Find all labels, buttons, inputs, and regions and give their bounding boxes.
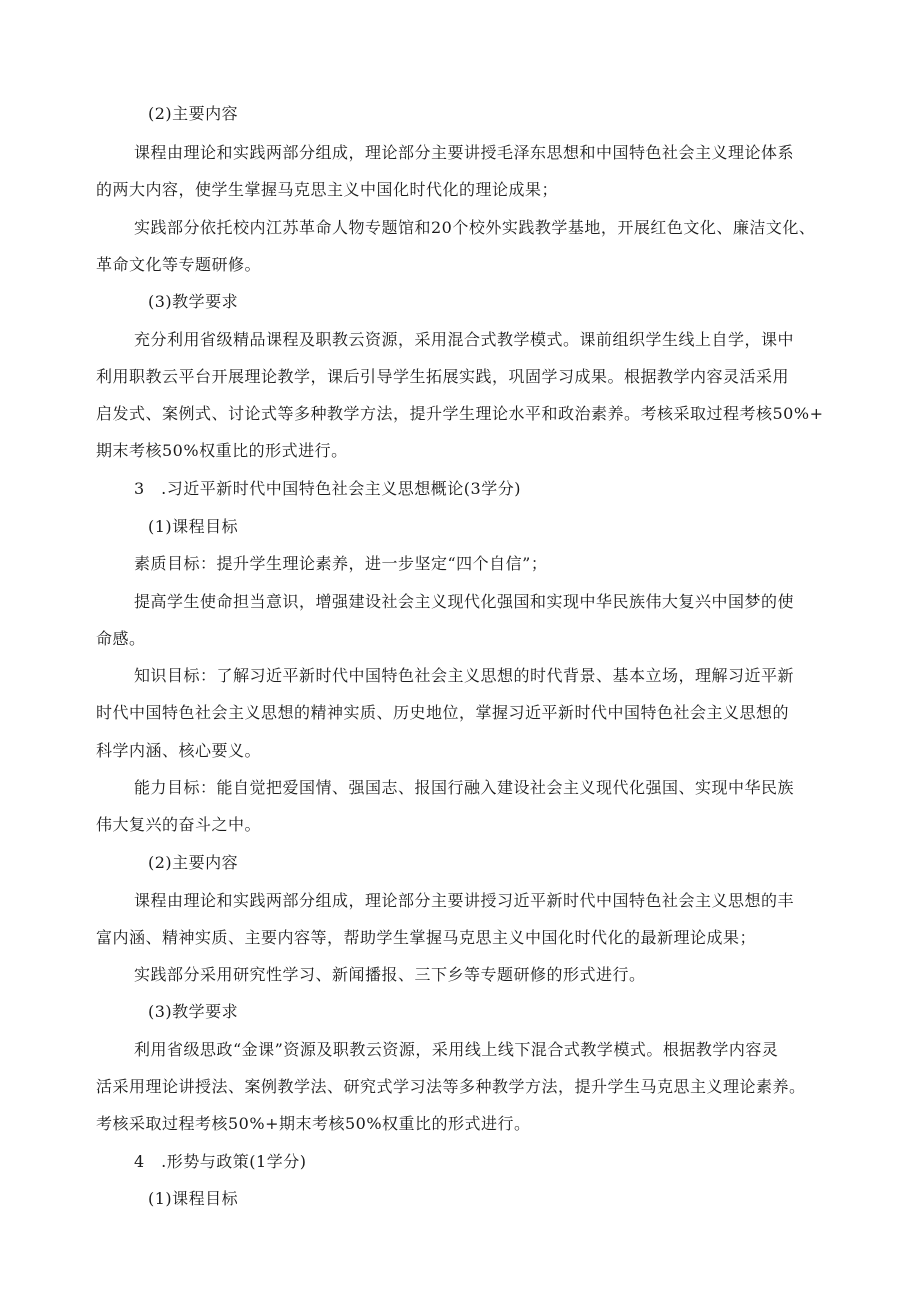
- paragraph-line: 课程由理论和实践两部分组成，理论部分主要讲授毛泽东思想和中国特色社会主义理论体系: [134, 143, 795, 162]
- paragraph-line: 期末考核50%权重比的形式进行。: [96, 441, 348, 460]
- paragraph-line: 实践部分采用研究性学习、新闻播报、三下乡等专题研修的形式进行。: [134, 965, 646, 984]
- paragraph-line: 素质目标：提升学生理论素养，进一步坚定“四个自信”；: [134, 554, 548, 573]
- paragraph-line: 实践部分依托校内江苏革命人物专题馆和20个校外实践教学基地，开展红色文化、廉洁文化、: [134, 218, 816, 237]
- heading-main-content-2: (2)主要内容: [148, 104, 239, 123]
- paragraph-line: 活采用理论讲授法、案例教学法、研究式学习法等多种教学方法，提升学生马克思主义理论素养。: [96, 1077, 806, 1096]
- paragraph-line: 知识目标：了解习近平新时代中国特色社会主义思想的时代背景、基本立场，理解习近平新: [134, 666, 795, 685]
- section-heading-3: 3 .习近平新时代中国特色社会主义思想概论(3学分): [134, 479, 521, 498]
- heading-course-goal-1: (1)课程目标: [148, 517, 239, 536]
- heading-course-goal-1b: (1)课程目标: [148, 1189, 239, 1208]
- paragraph-line: 革命文化等专题研修。: [96, 255, 262, 274]
- paragraph-line: 课程由理论和实践两部分组成，理论部分主要讲授习近平新时代中国特色社会主义思想的丰: [134, 891, 795, 910]
- paragraph-line: 的两大内容，使学生掌握马克思主义中国化时代化的理论成果；: [96, 180, 559, 199]
- paragraph-line: 伟大复兴的奋斗之中。: [96, 815, 262, 834]
- heading-teaching-req-3b: (3)教学要求: [148, 1002, 239, 1021]
- paragraph-line: 科学内涵、核心要义。: [96, 741, 262, 760]
- paragraph-line: 充分利用省级精品课程及职教云资源，采用混合式教学模式。课前组织学生线上自学，课中: [134, 330, 795, 349]
- paragraph-line: 利用职教云平台开展理论教学，课后引导学生拓展实践，巩固学习成果。根据教学内容灵活采用: [96, 367, 790, 386]
- paragraph-line: 命感。: [96, 629, 146, 648]
- paragraph-line: 富内涵、精神实质、主要内容等，帮助学生掌握马克思主义中国化时代化的最新理论成果；: [96, 928, 757, 947]
- section-heading-4: 4 .形势与政策(1学分): [134, 1152, 307, 1171]
- heading-main-content-2b: (2)主要内容: [148, 853, 239, 872]
- paragraph-line: 能力目标：能自觉把爱国情、强国志、报国行融入建设社会主义现代化强国、实现中华民族: [134, 778, 795, 797]
- paragraph-line: 提高学生使命担当意识，增强建设社会主义现代化强国和实现中华民族伟大复兴中国梦的使: [134, 592, 795, 611]
- paragraph-line: 考核采取过程考核50%+期末考核50%权重比的形式进行。: [96, 1114, 531, 1133]
- paragraph-line: 启发式、案例式、讨论式等多种教学方法，提升学生理论水平和政治素养。考核采取过程考核50%+: [96, 404, 824, 423]
- paragraph-line: 时代中国特色社会主义思想的精神实质、历史地位，掌握习近平新时代中国特色社会主义思想的: [96, 703, 790, 722]
- paragraph-line: 利用省级思政“金课”资源及职教云资源，采用线上线下混合式教学模式。根据教学内容灵: [134, 1040, 779, 1059]
- heading-teaching-req-3: (3)教学要求: [148, 292, 239, 311]
